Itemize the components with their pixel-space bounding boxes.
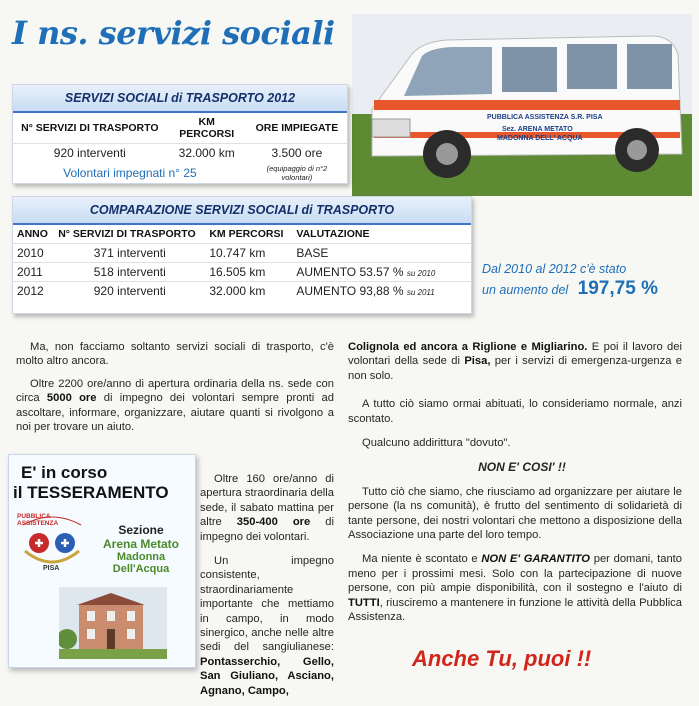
right-paragraph-3: Qualcuno addirittura "dovuto". — [362, 437, 511, 450]
section-place-2: Madonna Dell'Acqua — [112, 551, 170, 575]
middle-column-text — [200, 472, 334, 706]
membership-line1: E' in corso — [21, 463, 108, 482]
row-year: 2011 — [13, 263, 54, 282]
table2-header-year: ANNO — [17, 228, 48, 240]
increase-line1: Dal 2010 al 2012 c'è stato — [482, 262, 627, 276]
table1-note: (equipaggio di n°2 volontari) — [266, 164, 328, 182]
table1-services: 920 interventi — [13, 144, 167, 163]
row-services: 920 interventi — [54, 282, 205, 301]
section-label: Sezione — [118, 523, 164, 537]
van-label-2: Sez. ARENA METATO — [502, 126, 573, 133]
table1-hours: 3.500 ore — [247, 144, 347, 163]
table2-header-km: KM PERCORSI — [209, 228, 284, 240]
left-paragraph-1: Ma, non facciamo soltanto servizi sociali di trasporto, c'è molto altro ancora. — [16, 341, 334, 368]
table2-heading: COMPARAZIONE SERVIZI SOCIALI di TRASPORTO — [13, 197, 471, 225]
table2-header-services: N° SERVIZI DI TRASPORTO — [58, 228, 196, 240]
increase-line2: un aumento del — [482, 283, 569, 297]
right-paragraph-5: Tutto ciò che siamo, che riusciamo ad organizzare per aiutare le persone (la ns comunità), è frutto del sentimento di solidarietà di tante persone, dei nostri volontari che mettono a disposizione della Associazione una parte del loro tempo. — [348, 485, 682, 542]
middle-paragraph-2: Un impegno consistente, straordinariamente importante che mettiamo in campo, in modo sinergico, anche nelle altre sedi del sangiulianese: Pontasserchio, Gello, San Giuliano, Asciano, Agnano, Campo, — [200, 555, 334, 697]
row-year: 2010 — [13, 244, 54, 263]
right-column-text — [348, 340, 682, 633]
van-label-1: PUBBLICA ASSISTENZA S.R. PISA — [487, 114, 603, 121]
table1-header-hours: ORE IMPIEGATE — [255, 122, 339, 134]
pubblica-assistenza-logo — [15, 511, 89, 577]
row-eval-text: AUMENTO 93,88 % — [296, 284, 404, 298]
row-eval-sub: su 2010 — [406, 269, 436, 278]
row-eval-sub: su 2011 — [406, 288, 435, 297]
right-paragraph-4: NON E' COSI' !! — [478, 460, 566, 475]
page-title: I ns. servizi sociali — [12, 14, 335, 52]
row-services: 518 interventi — [54, 263, 205, 282]
table-row — [13, 263, 471, 282]
membership-banner — [8, 454, 196, 668]
right-paragraph-1: Colignola ed ancora a Riglione e Migliarino. E poi il lavoro dei volontari della sede di Pisa, per i servizi di emergenza-urgenza e non solo. — [348, 341, 683, 382]
membership-section — [91, 523, 191, 575]
section-place-1: Arena Metato — [102, 537, 179, 551]
table-row — [13, 244, 471, 263]
table2-header-eval: VALUTAZIONE — [296, 228, 370, 240]
row-services: 371 interventi — [54, 244, 205, 263]
middle-paragraph-1: Oltre 160 ore/anno di apertura straordinaria della sede, il sabato mattina per altre 350-400 ore di impegno dei volontari. — [200, 473, 334, 543]
row-eval-text: AUMENTO 53.57 % — [296, 265, 404, 279]
logo-top-text: PUBBLICA ASSISTENZA — [17, 513, 59, 527]
row-year: 2012 — [13, 282, 54, 301]
table1-heading: SERVIZI SOCIALI di TRASPORTO 2012 — [13, 85, 347, 113]
membership-line2: il TESSERAMENTO — [13, 483, 169, 502]
table1-header-km: KM PERCORSI — [179, 116, 235, 140]
increase-value: 197,75 % — [577, 278, 658, 299]
row-eval — [292, 263, 471, 282]
transport-2012-table — [12, 84, 348, 184]
left-column-text — [16, 340, 334, 442]
row-km: 10.747 km — [205, 244, 292, 263]
increase-callout — [482, 262, 692, 300]
right-paragraph-6: Ma niente è scontato e NON E' GARANTITO per domani, tanto meno per i prossimi mesi. Solo con la partecipazione di nuove persone, con più ampie disponibilità, con il sostegno e l'aiuto di TUTTI, riusciremo a mantenere in funzione le attività della Pubblica Assistenza. — [348, 553, 682, 624]
row-eval-text: BASE — [296, 246, 329, 260]
left-paragraph-2: Oltre 2200 ore/anno di apertura ordinaria della ns. sede con circa 5000 ore di impegno dei volontari sempre pronti ad ascoltare, informare, organizzare, aiutare quanti si rivolgono a noi per trovare un aiuto. — [16, 377, 334, 434]
table1-volunteers: Volontari impegnati n° 25 — [63, 166, 197, 180]
logo-bottom-text: PISA — [43, 565, 60, 572]
van-illustration — [352, 14, 692, 196]
right-paragraph-2: A tutto ciò siamo ormai abituati, lo consideriamo normale, anzi scontato. — [348, 398, 682, 425]
building-photo — [59, 587, 167, 659]
table-row — [13, 282, 471, 301]
closing-slogan: Anche Tu, puoi !! — [412, 646, 592, 671]
row-eval — [292, 282, 471, 301]
row-eval — [292, 244, 471, 263]
van-label-3: MADONNA DELL' ACQUA — [497, 135, 583, 142]
table1-km: 32.000 km — [167, 144, 247, 163]
row-km: 32.000 km — [205, 282, 292, 301]
table1-header-services: N° SERVIZI DI TRASPORTO — [21, 122, 159, 134]
comparison-table — [12, 196, 472, 314]
row-km: 16.505 km — [205, 263, 292, 282]
ambulance-van-photo — [352, 14, 692, 196]
